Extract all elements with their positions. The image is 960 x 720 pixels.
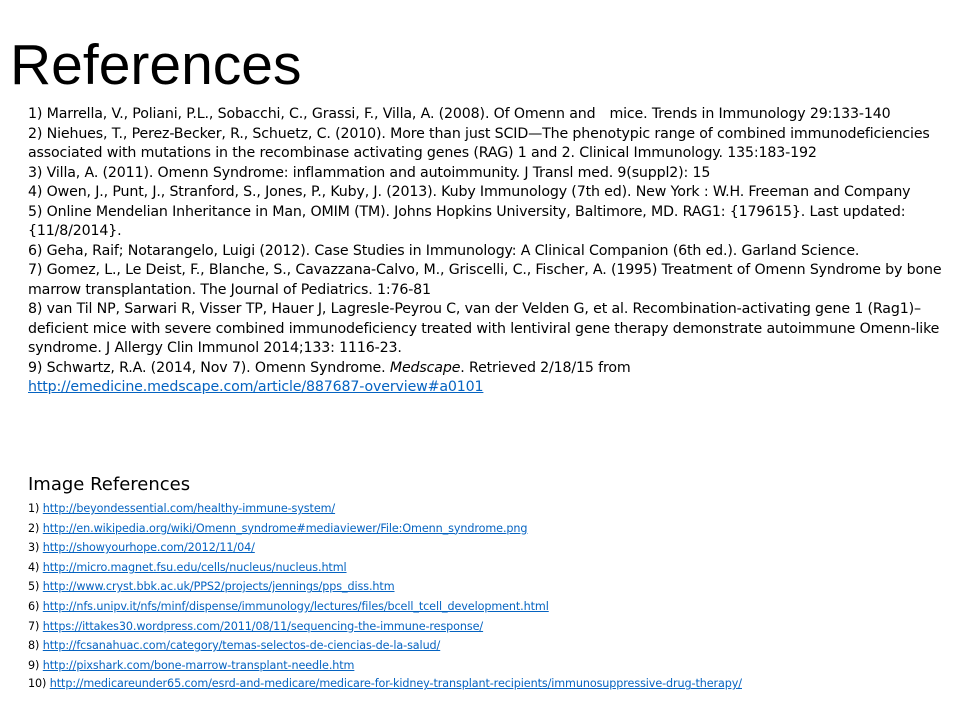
image-reference-number: 1) (28, 502, 40, 515)
image-reference-item (28, 617, 948, 637)
reference-text: Owen, J., Punt, J., Stranford, S., Jones, P., Kuby, J. (2013). Kuby Immunology (7th ed). New York : W.H. Freeman and Company (46, 184, 911, 200)
image-reference-link[interactable]: http://micro.magnet.fsu.edu/cells/nucleus/nucleus.html (42, 560, 347, 574)
image-reference-number: 9) (28, 658, 40, 672)
reference-text-continued: . Retrieved 2/18/15 from (460, 359, 631, 376)
image-reference-link[interactable]: http://beyondessential.com/healthy-immune-system/ (42, 502, 336, 515)
reference-item (28, 203, 948, 242)
reference-number: 2) (28, 125, 43, 142)
image-reference-item (28, 636, 948, 656)
image-reference-link[interactable]: http://showyourhope.com/2012/11/04/ (42, 541, 255, 555)
reference-item (28, 164, 948, 184)
reference-item (28, 261, 948, 300)
image-reference-link[interactable]: http://pixshark.com/bone-marrow-transplant-needle.htm (42, 658, 355, 672)
image-reference-number: 10) (28, 677, 47, 691)
reference-text: Online Mendelian Inheritance in Man, OMIM (TM). Johns Hopkins University, Baltimore, MD. RAG1: {179615}. Last updated: {11/8/2014}. (28, 203, 906, 239)
reference-text-continued: mice. Trends in Immunology 29:133-140 (609, 106, 891, 122)
image-reference-link[interactable]: http://medicareunder65.com/esrd-and-medicare/medicare-for-kidney-transplant-recipients/immunosuppressive-drug-therapy/ (49, 677, 742, 691)
reference-number: 8) (28, 301, 43, 317)
reference-number: 3) (28, 164, 43, 181)
reference-item (28, 105, 948, 125)
reference-number: 6) (28, 242, 43, 259)
reference-text: Geha, Raif; Notarangelo, Luigi (2012). Case Studies in Immunology: A Clinical Companion (6th ed.). Garland Science. (46, 242, 860, 259)
image-reference-item (28, 519, 948, 539)
image-reference-item (28, 675, 858, 692)
image-reference-number: 6) (28, 599, 40, 613)
reference-source-italic: Medscape (389, 359, 461, 376)
image-reference-link[interactable]: http://www.cryst.bbk.ac.uk/PPS2/projects/jennings/pps_diss.htm (42, 580, 395, 594)
reference-text: Schwartz, R.A. (2014, Nov 7). Omenn Syndrome. (46, 359, 386, 376)
reference-text: van Til NP, Sarwari R, Visser TP, Hauer J, Lagresle-Peyrou C, van der Velden G, et al. Recombination-activating gene 1 (Rag1)–deficient mice with severe combined immunodeficiency treated with lentiviral gene therapy demonstrate autoimmune Omenn-like syndrome. J Allergy Clin Immunol 2014;133: 1116-23. (28, 301, 940, 356)
reference-text: Marrella, V., Poliani, P.L., Sobacchi, C., Grassi, F., Villa, A. (2008). Of Omenn and (46, 106, 596, 122)
image-reference-item (28, 577, 948, 597)
reference-link[interactable]: http://emedicine.medscape.com/article/887687-overview#a0101 (28, 379, 484, 395)
image-reference-link[interactable]: http://nfs.unipv.it/nfs/minf/dispense/immunology/lectures/files/bcell_tcell_development.html (42, 599, 549, 613)
reference-item (28, 300, 948, 359)
image-reference-link[interactable]: https://ittakes30.wordpress.com/2011/08/11/sequencing-the-immune-response/ (42, 619, 484, 633)
reference-number: 4) (28, 184, 43, 200)
image-reference-number: 7) (28, 619, 40, 633)
reference-text: Villa, A. (2011). Omenn Syndrome: inflammation and autoimmunity. J Transl med. 9(suppl2): 15 (46, 164, 711, 181)
reference-number: 5) (28, 203, 43, 220)
image-reference-number: 2) (28, 521, 40, 535)
image-reference-number: 4) (28, 560, 40, 574)
reference-text: Niehues, T., Perez-Becker, R., Schuetz, C. (2010). More than just SCID—The phenotypic range of combined immunodeficiencies associated with mutations in the recombinase activating genes (RAG) 1 and 2. Clinical Immunology. 135:183-192 (28, 125, 930, 161)
image-reference-item (28, 538, 948, 558)
image-references-heading: Image References (28, 474, 191, 495)
image-reference-item (28, 499, 948, 519)
page-title: References (10, 33, 302, 97)
image-reference-number: 5) (28, 580, 40, 594)
reference-item (28, 242, 948, 262)
image-reference-number: 3) (28, 541, 40, 555)
image-reference-link[interactable]: http://en.wikipedia.org/wiki/Omenn_syndrome#mediaviewer/File:Omenn_syndrome.png (42, 521, 528, 535)
references-list (28, 105, 948, 398)
image-references-list (28, 499, 948, 692)
reference-number: 9) (28, 359, 43, 376)
reference-item (28, 125, 948, 164)
reference-text: Gomez, L., Le Deist, F., Blanche, S., Cavazzana-Calvo, M., Griscelli, C., Fischer, A. (1995) Treatment of Omenn Syndrome by bone marrow transplantation. The Journal of Pediatrics. 1:76-81 (28, 262, 942, 298)
reference-item (28, 359, 948, 398)
image-reference-number: 8) (28, 639, 40, 653)
reference-number: 7) (28, 262, 43, 278)
image-reference-item (28, 597, 948, 617)
image-reference-link[interactable]: http://fcsanahuac.com/category/temas-selectos-de-ciencias-de-la-salud/ (42, 639, 441, 653)
reference-number: 1) (28, 106, 43, 122)
image-reference-item (28, 656, 948, 676)
image-reference-item (28, 558, 948, 578)
reference-item (28, 183, 948, 203)
